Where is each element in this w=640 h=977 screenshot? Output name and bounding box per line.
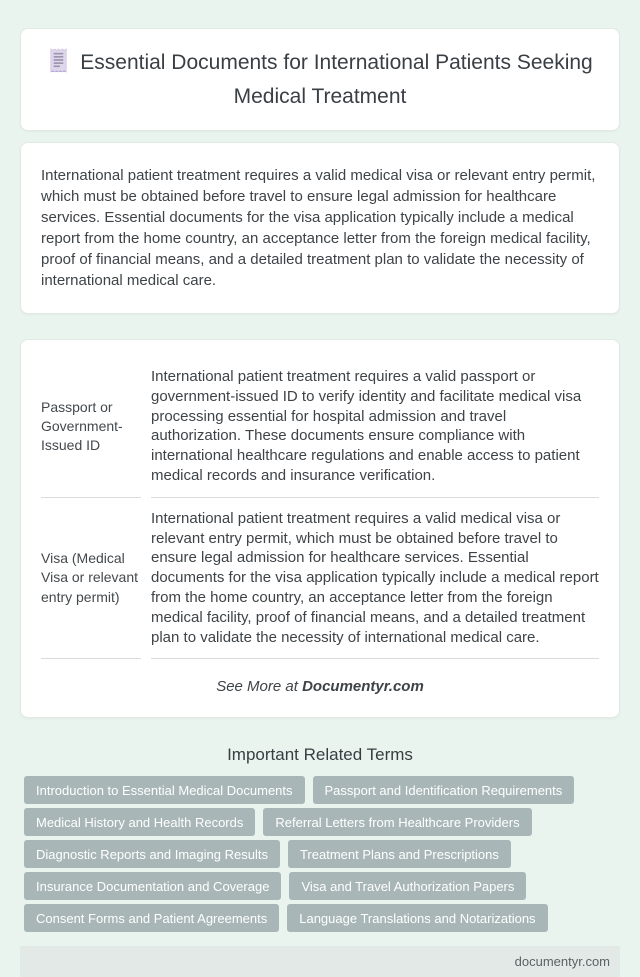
related-term-tag[interactable]: Diagnostic Reports and Imaging Results [24,840,280,868]
see-more-prefix: See More at [216,678,303,696]
header-card [20,28,620,131]
page-title [46,47,594,112]
table-row [41,498,599,660]
document-description: International patient treatment requires a valid passport or government-issued ID to verify identity and facilitate medical visa processing essential for hospital admission and travel authorization. These documents ensure compliance with international healthcare regulations and enable access to patient medical records and insurance verification. [151,356,599,498]
related-terms-heading: Important Related Terms [227,745,413,765]
intro-card [20,142,620,314]
footer-bar [20,946,620,977]
brand-name: Documentyr.com [302,678,424,696]
related-terms-tags [20,776,620,932]
table-row [41,356,599,498]
document-term: Visa (Medical Visa or relevant entry permit) [41,498,141,660]
document-term: Passport or Government-Issued ID [41,356,141,498]
footer-site-name: documentyr.com [514,954,610,970]
related-term-tag[interactable]: Referral Letters from Healthcare Providers [263,808,531,836]
document-description: International patient treatment requires a valid medical visa or relevant entry permit, which must be obtained before travel to ensure legal admission for healthcare services. Essential documents for the visa application typically include a medical report from the home country, an acceptance letter from the foreign medical facility, proof of financial means, and a detailed treatment plan to validate the necessity of international medical care. [151,498,599,660]
related-term-tag[interactable]: Language Translations and Notarizations [287,904,547,932]
related-term-tag[interactable]: Medical History and Health Records [24,808,255,836]
related-term-tag[interactable]: Treatment Plans and Prescriptions [288,840,511,868]
related-term-tag[interactable]: Insurance Documentation and Coverage [24,872,281,900]
page-title-text: Essential Documents for International Patients Seeking Medical Treatment [80,51,593,108]
related-term-tag[interactable]: Consent Forms and Patient Agreements [24,904,279,932]
related-term-tag[interactable]: Introduction to Essential Medical Documents [24,776,305,804]
receipt-document-icon [47,47,70,83]
documents-table-card [20,339,620,718]
see-more-note [41,659,599,705]
related-term-tag[interactable]: Passport and Identification Requirements [313,776,575,804]
related-term-tag[interactable]: Visa and Travel Authorization Papers [289,872,526,900]
intro-paragraph: International patient treatment requires a valid medical visa or relevant entry permit, which must be obtained before travel to ensure legal admission for healthcare services. Essential documents for the visa application typically include a medical report from the home country, an acceptance letter from the foreign medical facility, proof of financial means, and a detailed treatment plan to validate the necessity of international medical care. [41,166,596,289]
